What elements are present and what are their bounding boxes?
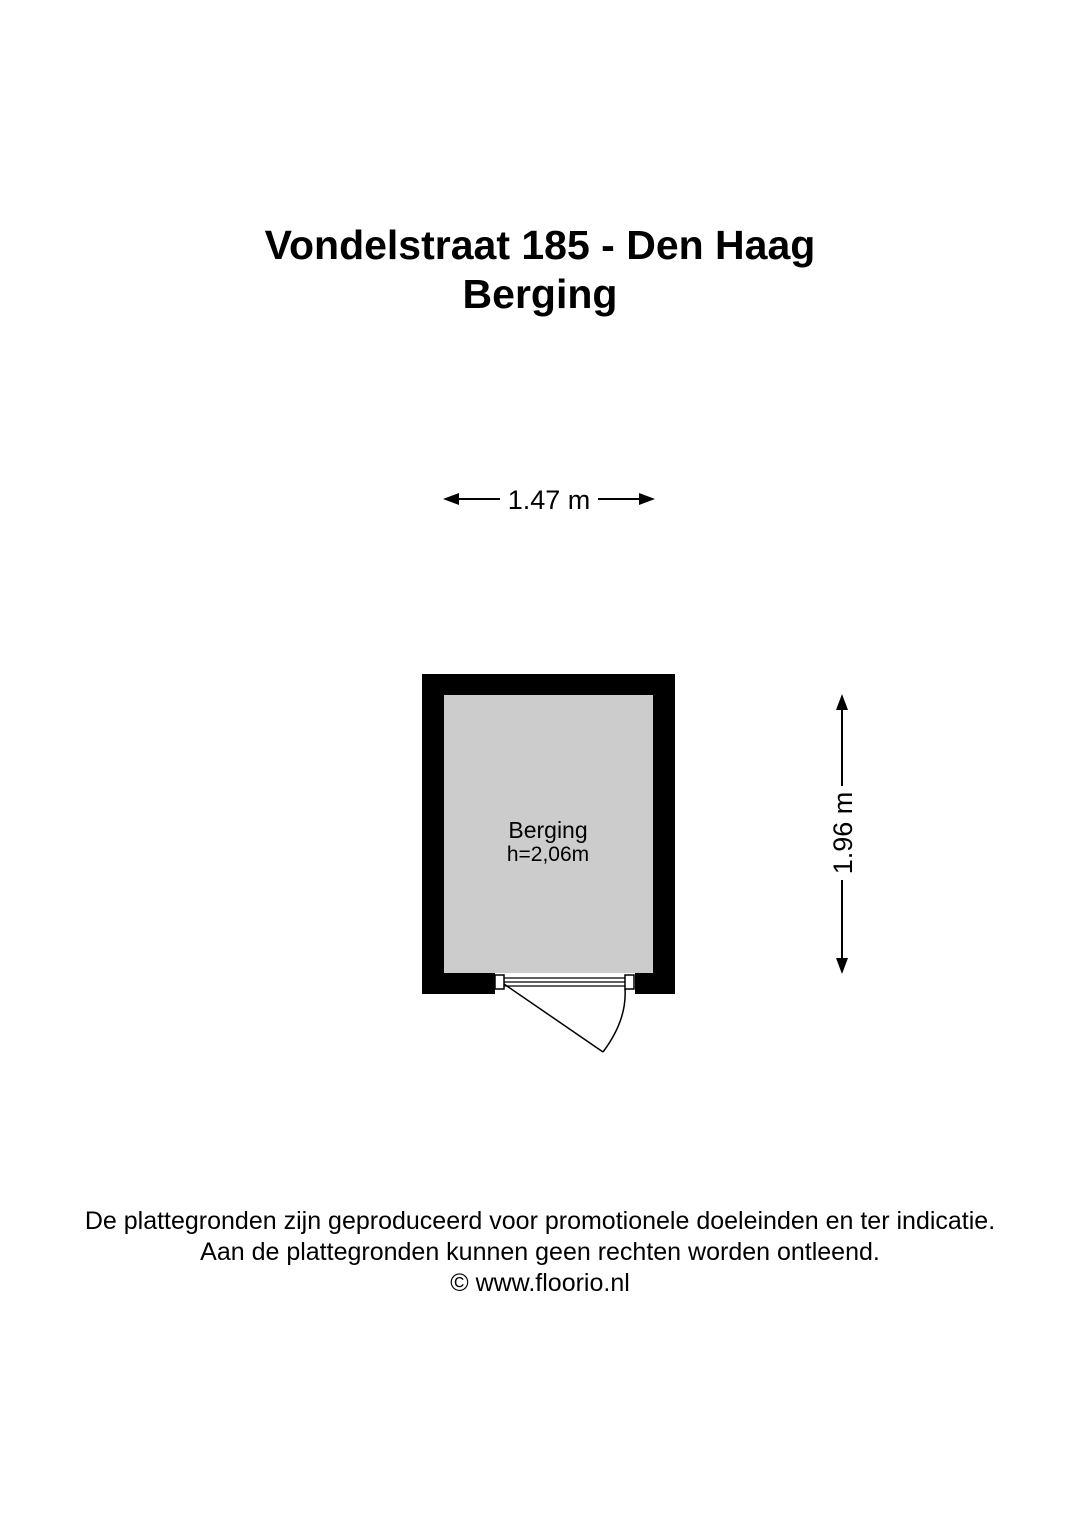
depth-dimension-label: 1.96 m [828, 791, 858, 875]
arrow-up-icon [836, 694, 848, 710]
door-frame-right [625, 975, 634, 989]
room-height-label: h=2,06m [506, 843, 590, 866]
arrow-left-icon [443, 493, 459, 505]
door-leaf [504, 984, 603, 1052]
floor-title: Berging [462, 271, 618, 317]
door-swing-arc [603, 989, 625, 1052]
room-berging [422, 674, 675, 1052]
arrow-right-icon [639, 493, 655, 505]
depth-dimension [828, 694, 858, 974]
disclaimer-line-1: De plattegronden zijn geproduceerd voor promotionele doeleinden en ter indicatie. [84, 1207, 996, 1235]
disclaimer-line-2: Aan de plattegronden kunnen geen rechten worden ontleend. [200, 1238, 880, 1266]
copyright-notice: © www.floorio.nl [450, 1269, 630, 1297]
arrow-down-icon [836, 958, 848, 974]
door-frame-left [495, 975, 504, 989]
plan-title: Vondelstraat 185 - Den Haag [264, 222, 816, 268]
width-dimension-label: 1.47 m [507, 485, 591, 515]
room-name-label: Berging [508, 817, 588, 843]
width-dimension [443, 485, 655, 515]
door-opening [495, 973, 635, 994]
